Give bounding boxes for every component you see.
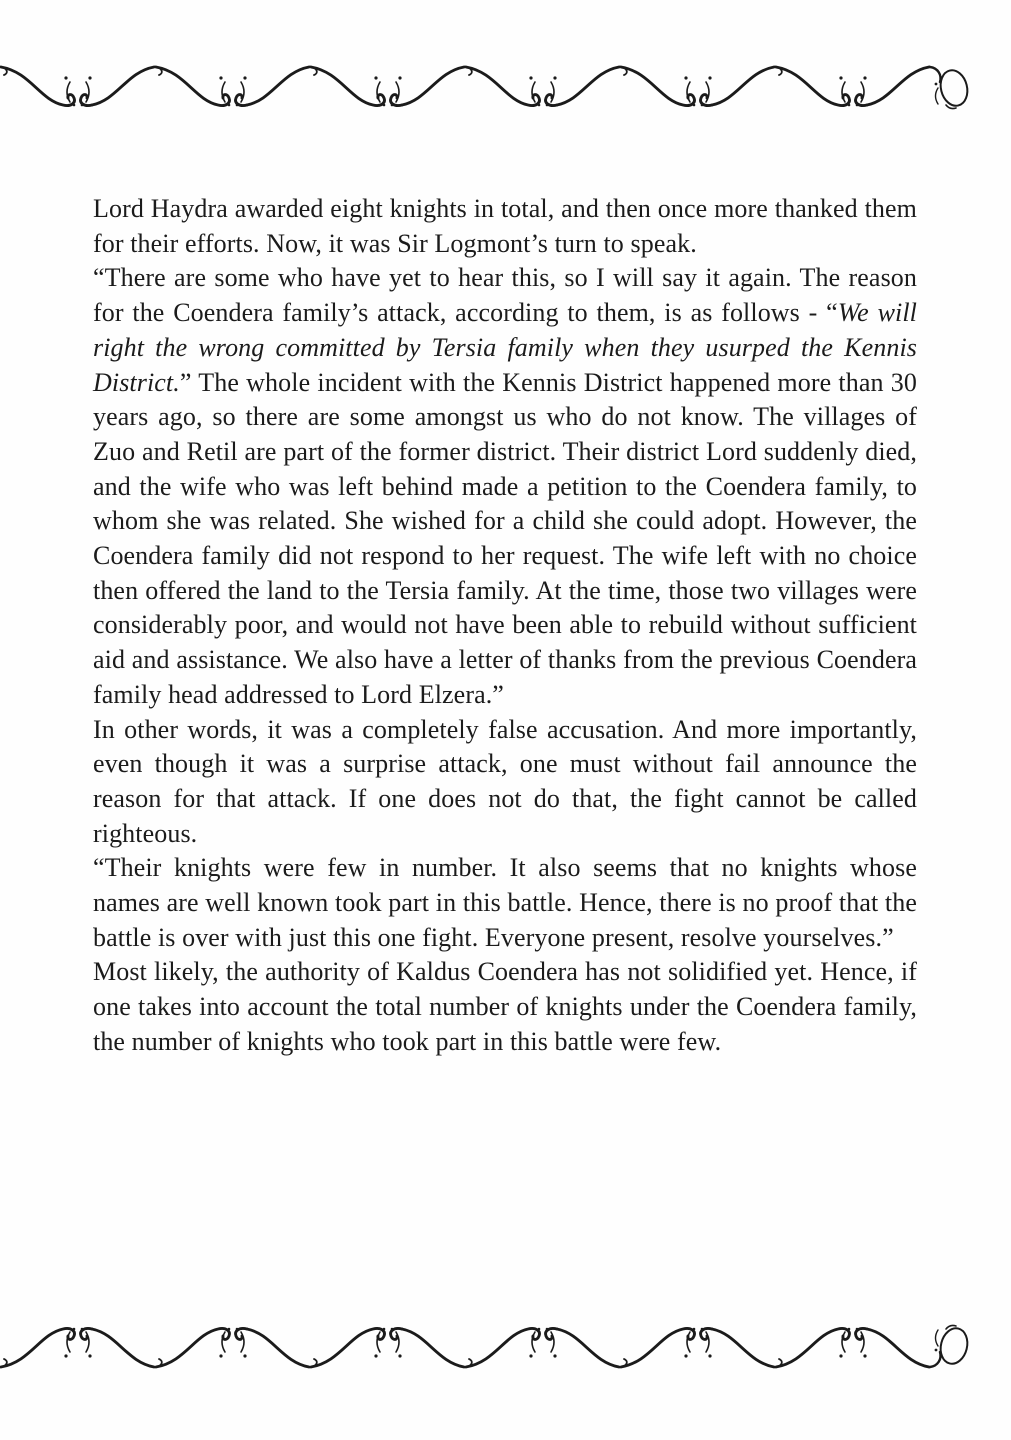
paragraph — [93, 851, 917, 955]
paragraph — [93, 261, 917, 712]
body-text — [93, 192, 917, 1060]
paragraph — [93, 713, 917, 852]
text-run: Most likely, the authority of Kaldus Coendera has not solidified yet. Hence, if one takes into account the total number of knights under the Coendera family, the number of knights who took part in this battle were few. — [93, 957, 917, 1056]
scroll-wave-border-flipped-icon — [0, 1318, 985, 1376]
text-run: “There are some who have yet to hear this, so I will say it again. The reason for the Coendera family’s attack, according to them, is as follows - “ — [93, 263, 917, 328]
text-run: “Their knights were few in number. It also seems that no knights whose names are well known took part in this battle. Hence, there is no proof that the battle is over with just this one fight. Everyone present, resolve yourselves.” — [93, 853, 917, 952]
ornamental-border-top — [0, 58, 985, 116]
ornamental-border-bottom — [0, 1318, 985, 1376]
paragraph — [93, 955, 917, 1059]
text-run: ” The whole incident with the Kennis District happened more than 30 years ago, so there are some amongst us who do not know. The villages of Zuo and Retil are part of the former district. Their district Lord suddenly died, and the wife who was left behind made a petition to the Coendera family, to whom she was related. She wished for a child she could adopt. However, the Coendera family did not respond to her request. The wife left with no choice then offered the land to the Tersia family. At the time, those two villages were considerably poor, and would not have been able to rebuild without sufficient aid and assistance. We also have a letter of thanks from the previous Coendera family head addressed to Lord Elzera.” — [93, 367, 917, 709]
text-run-italic: We will right the wrong committed by Tersia family when they usurped the Kennis District. — [93, 298, 917, 397]
scroll-wave-border-icon — [0, 58, 985, 116]
text-run: Lord Haydra awarded eight knights in total, and then once more thanked them for their efforts. Now, it was Sir Logmont’s turn to speak. — [93, 194, 917, 258]
paragraph — [93, 192, 917, 261]
text-run: In other words, it was a completely false accusation. And more importantly, even though it was a surprise attack, one must without fail announce the reason for that attack. If one does not do that, the fight cannot be called righteous. — [93, 714, 917, 848]
